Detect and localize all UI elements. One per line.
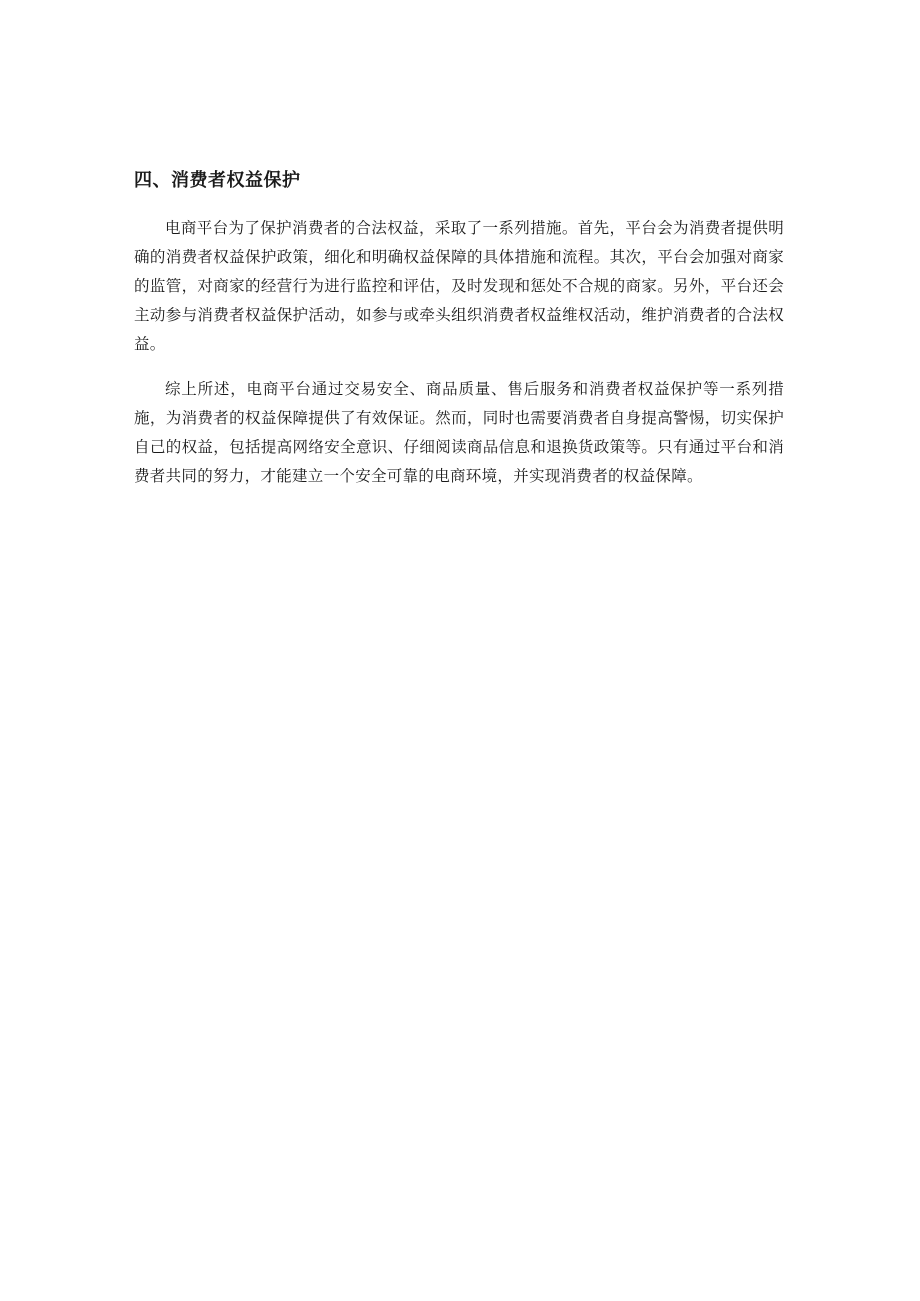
section-heading: 四、消费者权益保护 <box>134 170 301 191</box>
paragraph-consumer-protection: 电商平台为了保护消费者的合法权益，采取了一系列措施。首先，平台会为消费者提供明确的消费者权益保护政策，细化和明确权益保障的具体措施和流程。其次，平台会加强对商家的监管，对商家的经营行为进行监控和评估，及时发现和惩处不合规的商家。另外，平台还会主动参与消费者权益保护活动，如参与或牵头组织消费者权益维权活动，维护消费者的合法权益。 <box>134 219 784 353</box>
document-body <box>134 168 784 507</box>
paragraph-conclusion: 综上所述，电商平台通过交易安全、商品质量、售后服务和消费者权益保护等一系列措施，为消费者的权益保障提供了有效保证。然而，同时也需要消费者自身提高警惕，切实保护自己的权益，包括提高网络安全意识、仔细阅读商品信息和退换货政策等。只有通过平台和消费者共同的努力，才能建立一个安全可靠的电商环境，并实现消费者的权益保障。 <box>134 380 784 485</box>
